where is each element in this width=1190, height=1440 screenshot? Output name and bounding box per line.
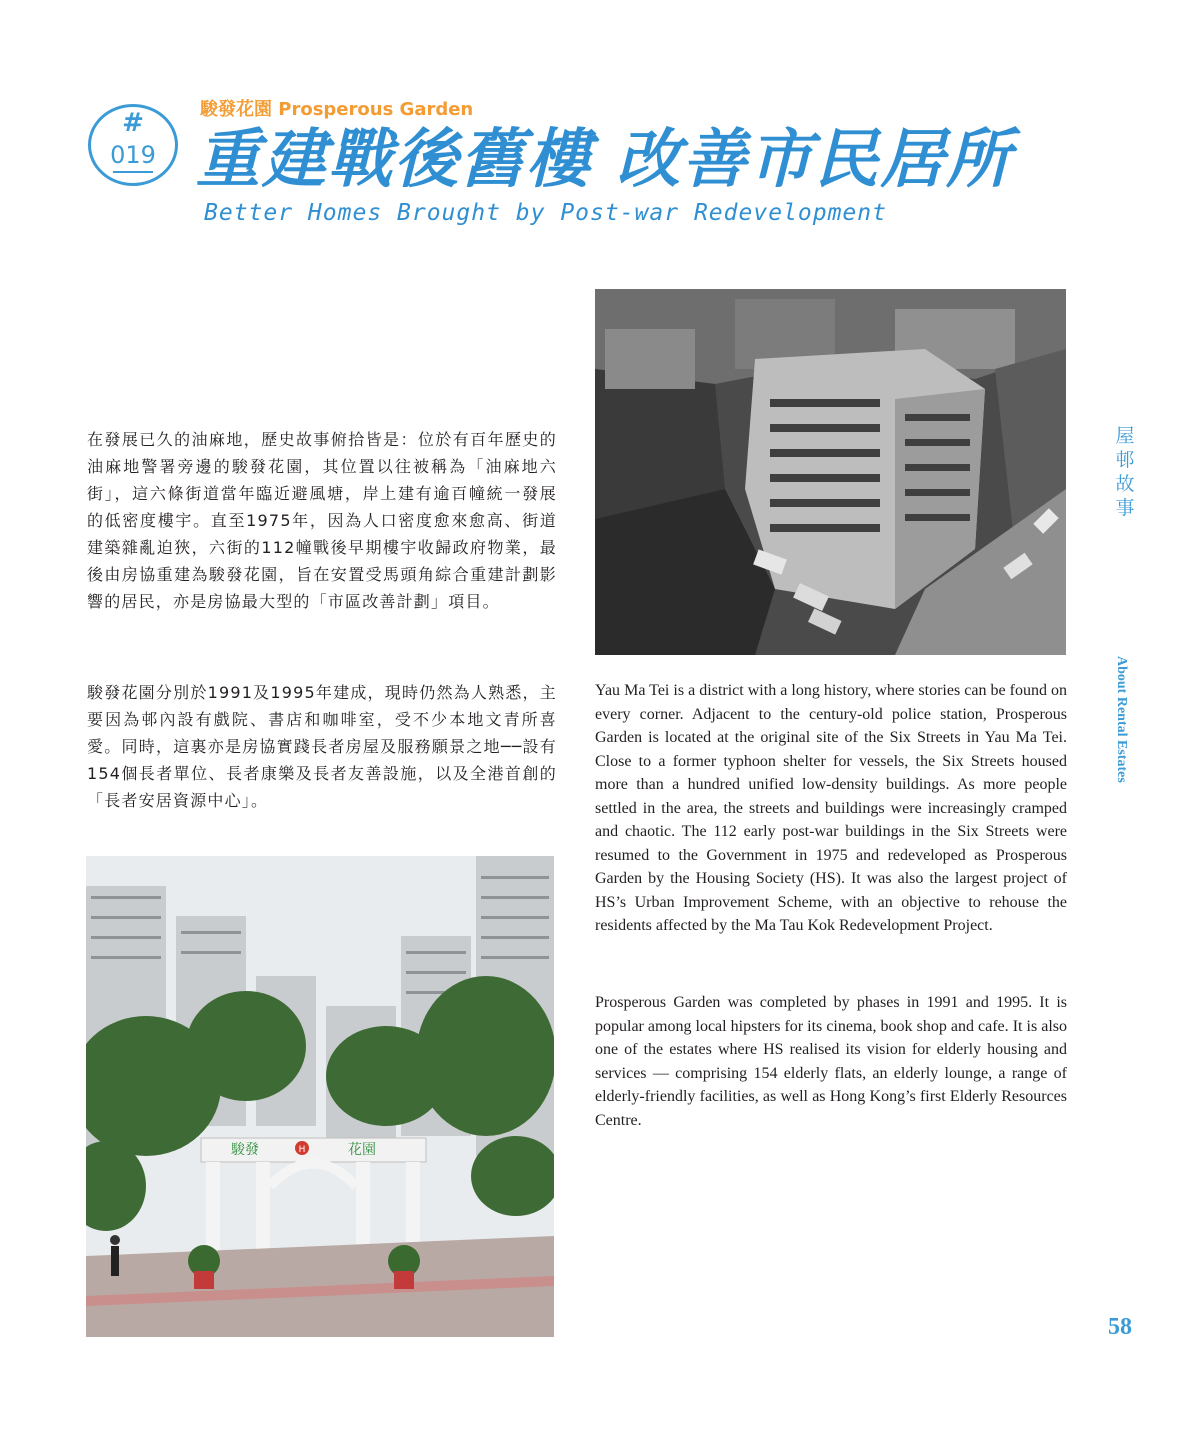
estate-entrance-photo <box>86 856 554 1337</box>
english-paragraph-2: Prosperous Garden was completed by phases in 1991 and 1995. It is popular among local hipsters for its cinema, book shop and cafe. It is also one of the estates where HS realised its vision for elderly housing and services — comprising 154 elderly flats, an elderly lounge, a range of elderly-friendly facilities, as well as Hong Kong’s first Elderly Resources Centre. <box>595 994 1067 1129</box>
section-label-english: About Rental Estates <box>1114 656 1129 783</box>
gate-logo: H <box>298 1145 306 1155</box>
entrance-photo-illustration <box>86 856 554 1337</box>
page-number: 58 <box>1108 1314 1132 1340</box>
badge-underline <box>113 171 153 173</box>
badge-number: 019 <box>110 141 156 169</box>
aerial-photo-illustration <box>595 289 1066 655</box>
page-title-english: Better Homes Brought by Post-war Redevelopment <box>204 200 887 226</box>
issue-number-badge <box>88 104 178 186</box>
chinese-paragraph-2: 駿發花園分別於1991及1995年建成，現時仍然為人熟悉，主要因為邨內設有戲院、書店和咖啡室，受不少本地文青所喜愛。同時，這裏亦是房協實踐長者房屋及服務願景之地──設有154個長者單位、長者康樂及長者友善設施，以及全港首創的「長者安居資源中心」。 <box>87 683 557 810</box>
badge-hash: # <box>122 108 144 138</box>
english-paragraph-1: Yau Ma Tei is a district with a long history, where stories can be found on every corner. Adjacent to the century-old police station, Prosperous Garden is located at the original site of the Six Streets in Yau Ma Tei. Close to a former typhoon shelter for vessels, the Six Streets housed more than a hundred unified low-density buildings. As more people settled in the area, the streets and buildings were increasingly cramped and chaotic. The 112 early post-war buildings in the Six Streets were resumed to the Government in 1975 and redeveloped as Prosperous Garden by the Housing Society (HS). It was also the largest project of HS’s Urban Improvement Scheme, with an objective to rehouse the residents affected by the Ma Tau Kok Redevelopment Project. <box>595 682 1067 934</box>
gate-sign-right: 花園 <box>348 1142 376 1158</box>
page-title-chinese: 重建戰後舊樓 改善市民居所 <box>196 123 1013 197</box>
estate-subtitle: 駿發花園 Prosperous Garden <box>200 99 474 120</box>
section-label-chinese: 屋邨故事 <box>1115 425 1135 519</box>
aerial-old-buildings-photo <box>595 289 1066 655</box>
gate-sign-left: 駿發 <box>231 1142 259 1158</box>
chinese-paragraph-1: 在發展已久的油麻地，歷史故事俯拾皆是：位於有百年歷史的油麻地警署旁邊的駿發花園，其位置以往被稱為「油麻地六街」，這六條街道當年臨近避風塘，岸上建有逾百幢統一發展的低密度樓宇。直至1975年，因為人口密度愈來愈高、街道建築雜亂迫狹，六街的112幢戰後早期樓宇收歸政府物業，最後由房協重建為駿發花園，旨在安置受馬頭角綜合重建計劃影響的居民，亦是房協最大型的「市區改善計劃」項目。 <box>87 430 557 611</box>
